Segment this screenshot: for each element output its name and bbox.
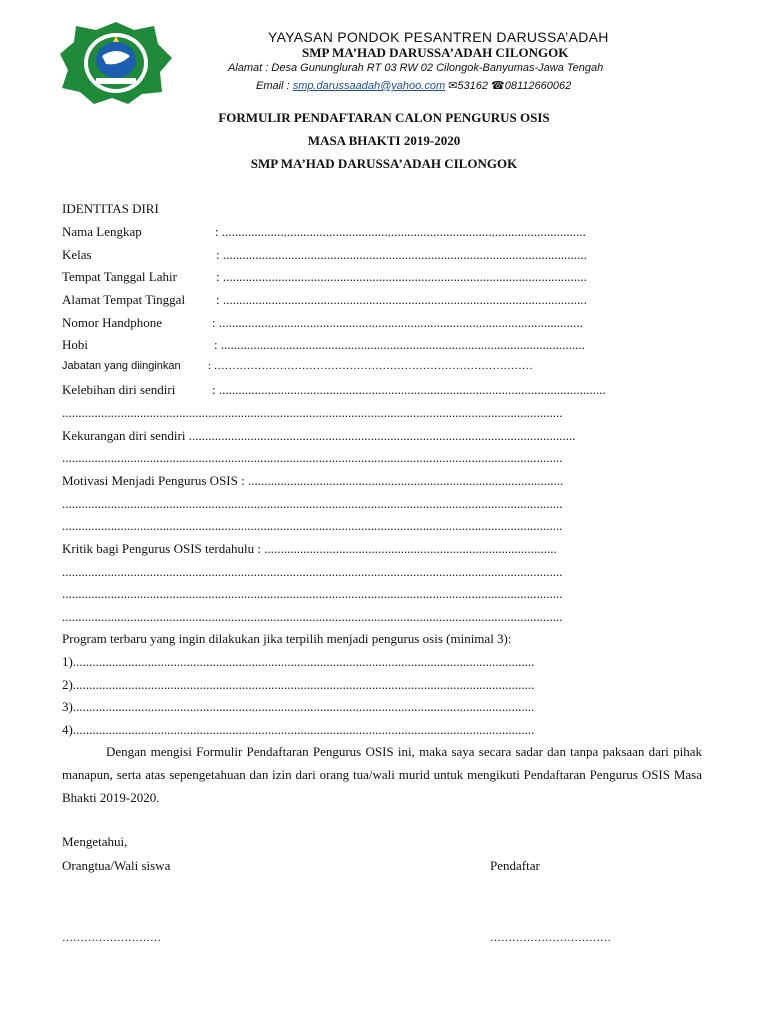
field-input-line[interactable]: : ................................................................................................................ (216, 247, 587, 262)
acknowledge-label: Mengetahui, (62, 834, 128, 849)
field-label: Kelebihan diri sendiri (62, 382, 176, 397)
program-item[interactable]: 3).............................................................................................................................................. (62, 699, 535, 714)
dotted-line[interactable]: .......................................................................................................................................................... (62, 518, 563, 533)
field-input-line[interactable]: : ................................................................................................................ (214, 337, 585, 352)
program-item[interactable]: 1).............................................................................................................................................. (62, 654, 535, 669)
school-logo (58, 20, 174, 106)
email-link[interactable]: smp.darussaadah@yahoo.com (292, 80, 446, 92)
program-item[interactable]: 4).............................................................................................................................................. (62, 722, 535, 737)
dotted-line[interactable]: .......................................................................................................................................................... (62, 609, 563, 624)
field-input-line[interactable]: : ................................................................................................................ (216, 269, 587, 284)
kritik-field[interactable]: Kritik bagi Pengurus OSIS terdahulu : .......................................................................................... (62, 541, 557, 556)
field-label: Jabatan yang diinginkan (62, 360, 181, 372)
program-item[interactable]: 2).............................................................................................................................................. (62, 677, 535, 692)
postal-code: 53162 (457, 80, 488, 92)
field-input-line[interactable]: : ................................................................................................................ (215, 224, 586, 239)
section-heading: IDENTITAS DIRI (62, 201, 159, 216)
field-input-line[interactable]: : ................................................................................................................ (216, 292, 587, 307)
parent-label: Orangtua/Wali siswa (62, 858, 171, 873)
form-school: SMP MA’HAD DARUSSA’ADAH CILONGOK (250, 156, 518, 171)
dotted-line[interactable]: .......................................................................................................................................................... (62, 586, 563, 601)
field-label: Nama Lengkap (62, 224, 142, 239)
school-address: Alamat : Desa Gununglurah RT 03 RW 02 Cilongok-Banyumas-Jawa Tengah (228, 62, 604, 74)
form-title: FORMULIR PENDAFTARAN CALON PENGURUS OSIS (218, 110, 550, 125)
registrant-label: Pendaftar (490, 858, 540, 873)
parent-signature-line[interactable]: ……………………… (62, 932, 161, 944)
phone-number: 08112660062 (504, 80, 572, 92)
field-label: Tempat Tanggal Lahir (62, 269, 177, 284)
form-period: MASA BHAKTI 2019-2020 (307, 133, 461, 148)
foundation-name: YAYASAN PONDOK PESANTREN DARUSSA’ADAH (268, 29, 609, 45)
envelope-icon: ✉ (448, 80, 458, 92)
dotted-line[interactable]: .......................................................................................................................................................... (62, 405, 563, 420)
dotted-line[interactable]: .......................................................................................................................................................... (62, 450, 563, 465)
kekurangan-field[interactable]: Kekurangan diri sendiri ....................................................................................................................... (62, 428, 576, 443)
field-label: Hobi (62, 337, 88, 352)
motivasi-field[interactable]: Motivasi Menjadi Pengurus OSIS : ................................................................................................. (62, 473, 564, 488)
field-input-line[interactable]: : ................................................................................................................ (212, 315, 583, 330)
field-label: Kelas (62, 247, 92, 262)
email-label: Email : (256, 80, 293, 92)
registrant-signature-line[interactable]: …………………………… (490, 932, 611, 944)
statement-paragraph: Dengan mengisi Formulir Pendaftaran Pengurus OSIS ini, maka saya secara sadar dan tanpa paksaan dari pihak manapun, serta atas sepengetahuan dan izin dari orang tua/wali murid untuk mengikuti Pendaftaran Pengurus OSIS Masa Bhakti 2019-2020. (62, 744, 702, 805)
program-prompt: Program terbaru yang ingin dilakukan jika terpilih menjadi pengurus osis (minimal 3): (62, 631, 512, 646)
phone-icon: ☎ (491, 80, 505, 92)
field-input-line[interactable]: : …………………………………………………………………………… (208, 360, 533, 372)
school-name: SMP MA’HAD DARUSSA’ADAH CILONGOK (302, 45, 569, 60)
field-label: Alamat Tempat Tinggal (62, 292, 186, 307)
dotted-line[interactable]: .......................................................................................................................................................... (62, 564, 563, 579)
dotted-line[interactable]: .......................................................................................................................................................... (62, 496, 563, 511)
contact-line (256, 79, 571, 92)
field-label: Nomor Handphone (62, 315, 163, 330)
field-input-line[interactable]: : ....................................................................................................................... (212, 382, 606, 397)
